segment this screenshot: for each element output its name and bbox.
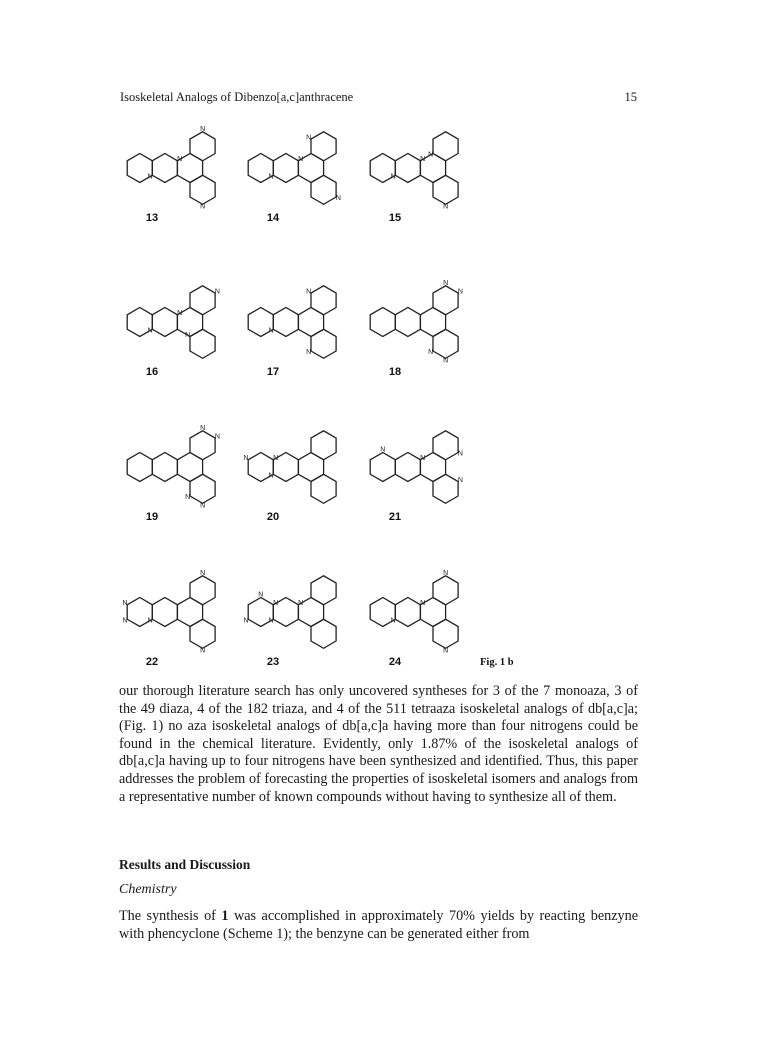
- nitrogen-label: N: [443, 569, 449, 577]
- compound-number: 23: [266, 656, 280, 668]
- nitrogen-label: N: [428, 151, 434, 159]
- ring: [273, 154, 298, 183]
- nitrogen-label: N: [306, 134, 312, 142]
- nitrogen-label: N: [380, 446, 386, 454]
- ring: [190, 175, 215, 204]
- compound-number: 14: [266, 212, 280, 224]
- nitrogen-label: N: [200, 647, 206, 655]
- ring: [311, 286, 336, 315]
- ring: [370, 308, 395, 337]
- compound-number: 22: [145, 656, 159, 668]
- nitrogen-label: N: [335, 195, 341, 203]
- running-title: Isoskeletal Analogs of Dibenzo[a,c]anthracene: [120, 90, 354, 104]
- ring: [433, 286, 458, 315]
- page-number: 15: [624, 90, 637, 104]
- nitrogen-label: N: [420, 156, 426, 164]
- nitrogen-label: N: [243, 617, 249, 625]
- ring: [273, 308, 298, 337]
- ring: [190, 619, 215, 648]
- nitrogen-label: N: [298, 600, 304, 608]
- nitrogen-label: N: [268, 472, 274, 480]
- compound-number: 20: [266, 511, 280, 523]
- paragraph-2-rest: was accomplished in approximately 70% yields by reacting benzyne with phencyclone (Scheme 1); the benzyne can be generated either from: [119, 908, 638, 942]
- nitrogen-label: N: [214, 433, 220, 441]
- nitrogen-label: N: [214, 288, 220, 296]
- ring: [152, 453, 177, 482]
- compound-structure: [127, 425, 220, 523]
- nitrogen-label: N: [200, 569, 206, 577]
- compound-structure: [370, 431, 463, 523]
- ring: [311, 431, 336, 460]
- nitrogen-label: N: [147, 617, 153, 625]
- compound-number: 24: [388, 656, 402, 668]
- ring: [433, 474, 458, 503]
- nitrogen-label: N: [443, 357, 449, 365]
- nitrogen-label: N: [243, 455, 249, 463]
- nitrogen-label: N: [258, 591, 264, 599]
- ring: [190, 132, 215, 161]
- nitrogen-label: N: [200, 502, 206, 510]
- ring: [433, 576, 458, 605]
- ring: [190, 576, 215, 605]
- ring: [311, 619, 336, 648]
- compound-structure: [370, 132, 458, 224]
- nitrogen-label: N: [185, 332, 191, 340]
- ring: [190, 431, 215, 460]
- nitrogen-label: N: [443, 647, 449, 655]
- ring: [311, 329, 336, 358]
- nitrogen-label: N: [443, 279, 449, 287]
- ring: [152, 154, 177, 183]
- compound-structure: [248, 132, 341, 224]
- compound-structure: [122, 570, 215, 668]
- ring: [152, 308, 177, 337]
- nitrogen-label: N: [443, 203, 449, 211]
- ring: [433, 329, 458, 358]
- compound-number: 19: [145, 511, 159, 523]
- paragraph-1: our thorough literature search has only uncovered syntheses for 3 of the 7 monoaza, 3 of the 49 diaza, 4 of the 182 triaza, and 4 of the 511 tetraaza isoskeletal analogs of db[a,c]a; (Fig. 1) no aza isoskeletal analogs of db[a,c]a having more than four nitrogens could be found in the chemical literature. Evidently, only 1.87% of the isoskeletal analogs of db[a,c]a having up to four nitrogens have been synthesized and identified. Thus, this paper addresses the problem of forecasting the properties of isoskeletal isomers and analogs from a representative number of known compounds without having to synthesize all of them.: [119, 683, 638, 805]
- compound-structure: [127, 286, 220, 378]
- ring: [395, 598, 420, 627]
- nitrogen-label: N: [268, 173, 274, 181]
- ring: [311, 132, 336, 161]
- nitrogen-label: N: [177, 156, 183, 164]
- ring: [190, 329, 215, 358]
- ring: [370, 453, 395, 482]
- compound-ref: 1: [221, 908, 229, 924]
- ring: [190, 474, 215, 503]
- ring: [152, 598, 177, 627]
- nitrogen-label: N: [306, 288, 312, 296]
- nitrogen-label: N: [306, 349, 312, 357]
- ring: [127, 453, 152, 482]
- section-heading: Results and Discussion: [119, 857, 251, 872]
- ring: [190, 286, 215, 315]
- compound-number: 16: [145, 366, 159, 378]
- nitrogen-label: N: [122, 600, 128, 608]
- nitrogen-label: N: [177, 310, 183, 318]
- nitrogen-label: N: [390, 173, 396, 181]
- compound-number: 21: [388, 511, 402, 523]
- subsection-heading: Chemistry: [119, 882, 177, 897]
- compound-structure: [370, 280, 463, 378]
- nitrogen-label: N: [390, 617, 396, 625]
- compound-structure: [127, 126, 215, 224]
- ring: [311, 175, 336, 204]
- nitrogen-label: N: [200, 125, 206, 133]
- paragraph-2-start: The synthesis of: [119, 908, 222, 924]
- nitrogen-label: N: [273, 455, 279, 463]
- nitrogen-label: N: [268, 617, 274, 625]
- nitrogen-label: N: [200, 203, 206, 211]
- compound-number: 17: [266, 366, 280, 378]
- ring: [395, 453, 420, 482]
- nitrogen-label: N: [298, 156, 304, 164]
- ring: [433, 431, 458, 460]
- nitrogen-label: N: [122, 617, 128, 625]
- ring: [395, 154, 420, 183]
- nitrogen-label: N: [428, 349, 434, 357]
- nitrogen-label: N: [420, 455, 426, 463]
- compound-number: 18: [388, 366, 402, 378]
- nitrogen-label: N: [420, 600, 426, 608]
- compound-structure: [243, 576, 336, 668]
- nitrogen-label: N: [147, 173, 153, 181]
- compound-structure: [243, 431, 336, 523]
- nitrogen-label: N: [273, 600, 279, 608]
- ring: [395, 308, 420, 337]
- nitrogen-label: N: [268, 327, 274, 335]
- nitrogen-label: N: [457, 477, 463, 485]
- ring: [433, 132, 458, 161]
- compound-structure: [248, 286, 336, 378]
- ring: [311, 576, 336, 605]
- nitrogen-label: N: [185, 494, 191, 502]
- ring: [311, 474, 336, 503]
- nitrogen-label: N: [147, 327, 153, 335]
- compound-structure: [370, 570, 458, 668]
- ring: [433, 175, 458, 204]
- nitrogen-label: N: [200, 424, 206, 432]
- ring: [433, 619, 458, 648]
- compound-number: 15: [388, 212, 402, 224]
- nitrogen-label: N: [457, 450, 463, 458]
- compound-number: 13: [145, 212, 159, 224]
- nitrogen-label: N: [457, 288, 463, 296]
- figure-label: Fig. 1 b: [480, 657, 514, 668]
- paragraph-2: [119, 908, 638, 943]
